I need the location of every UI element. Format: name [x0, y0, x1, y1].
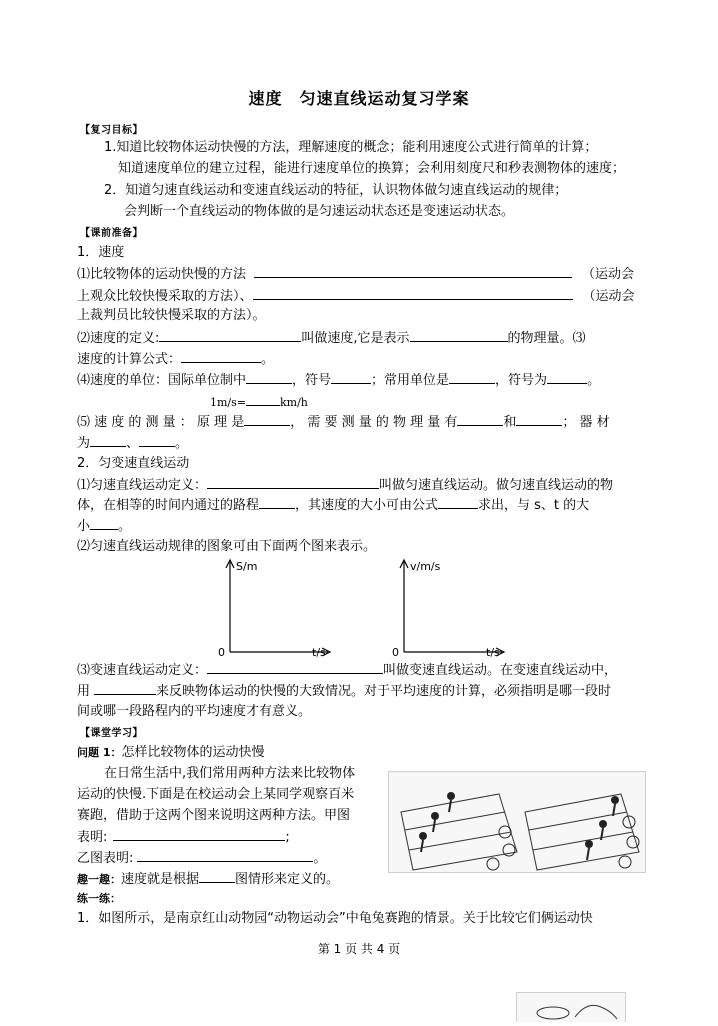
y-axis-label: v/m/s	[410, 560, 441, 573]
blank[interactable]	[94, 682, 156, 695]
heading-speed: 1．速度	[77, 245, 125, 260]
blank[interactable]	[457, 413, 503, 426]
section-label-goals: 【复习目标】	[80, 125, 143, 136]
tortoise-hare-illustration	[516, 992, 626, 1022]
track-right	[525, 794, 639, 870]
blank[interactable]	[159, 329, 301, 342]
runner	[431, 812, 439, 820]
runner	[419, 832, 427, 840]
page-title: 速度 匀速直线运动复习学案	[248, 89, 470, 108]
text-line: ⑵速度的定义: 叫做速度,它是表示 的物理量。⑶	[77, 331, 586, 346]
text-line: ⑴比较物体的运动快慢的方法 （运动会	[77, 267, 635, 282]
blank[interactable]	[516, 413, 562, 426]
blank[interactable]	[449, 371, 495, 384]
runner	[433, 820, 435, 832]
text-line: 趣一趣：速度就是根据 图情形来定义的。	[77, 872, 340, 887]
goal-line: 会判断一个直线运动的物体做的是匀速运动状态还是变速运动状态。	[124, 204, 515, 219]
race-illustration	[388, 771, 646, 873]
stopwatch-icon	[503, 844, 515, 856]
page-footer: 第 1 页 共 4 页	[317, 942, 401, 956]
blank[interactable]	[331, 371, 371, 384]
blank[interactable]	[438, 496, 478, 509]
graph-s-t	[200, 556, 340, 660]
blank[interactable]	[253, 287, 573, 300]
race-track-drawing	[389, 772, 645, 872]
text-line: 小 。	[77, 519, 132, 534]
y-axis-label: S/m	[236, 560, 258, 573]
runner	[611, 796, 619, 804]
tortoise-hare-drawing	[517, 993, 625, 1022]
origin-label: 0	[218, 646, 225, 659]
blank[interactable]	[259, 496, 295, 509]
blank[interactable]	[244, 413, 290, 426]
text-line: ⑵匀速直线运动规律的图象可由下面两个图来表示。	[77, 539, 377, 554]
blank[interactable]	[547, 371, 587, 384]
x-axis-label: t/s	[312, 646, 326, 659]
runner	[587, 848, 589, 860]
question-heading: 问题 1：怎样比较物体的运动快慢	[77, 745, 265, 760]
blank[interactable]	[254, 265, 572, 278]
goal-line: 2．知道匀速直线运动和变速直线运动的特征，认识物体做匀速直线运动的规律；	[104, 183, 568, 198]
text-line: ⑶变速直线运动定义： 叫做变速直线运动。在变速直线运动中，	[77, 663, 618, 678]
blank[interactable]	[207, 476, 379, 489]
blank[interactable]	[139, 434, 175, 447]
origin-label: 0	[392, 646, 399, 659]
x-axis-label: t/s	[486, 646, 500, 659]
text-line: 为 、 。	[77, 436, 189, 451]
text-line: 间或哪一段路程内的平均速度才有意义。	[77, 704, 312, 719]
text-line: 体，在相等的时间内通过的路程 ，其速度的大小可由公式 求出，与 s、t 的大	[77, 498, 590, 513]
stopwatch-icon	[487, 858, 499, 870]
goal-line: 1.知道比较物体运动快慢的方法，理解速度的概念；能利用速度公式进行简单的计算；	[104, 140, 598, 155]
section-label-prep: 【课前准备】	[80, 228, 143, 239]
stopwatch-icon	[623, 816, 635, 828]
stopwatch-icon	[619, 856, 631, 868]
graph-v-t	[378, 556, 518, 660]
practice-label: 练一练：	[77, 892, 121, 905]
hare-shape	[575, 1005, 617, 1019]
blank[interactable]	[90, 434, 126, 447]
blank[interactable]	[113, 828, 285, 841]
blank[interactable]	[90, 517, 118, 530]
text-line: 上裁判员比较快慢采取的方法）。	[77, 308, 266, 323]
text-line: ⑸ 速 度 的 测 量 ： 原 理 是 ， 需 要 测 量 的 物 理 量 有 和 ； 器 材	[77, 415, 610, 430]
section-label-study: 【课堂学习】	[80, 728, 143, 739]
text-line: 赛跑，借助于这两个图来说明这两种方法。甲图	[77, 808, 351, 823]
lane-line	[533, 832, 633, 850]
tortoise-shape	[537, 1007, 569, 1019]
text-line: 在日常生活中,我们常用两种方法来比较物体	[104, 766, 356, 781]
blank[interactable]	[246, 371, 292, 384]
text-line: 表明: ;	[77, 830, 290, 845]
runner	[585, 840, 593, 848]
runner	[447, 792, 455, 800]
stopwatch-icon	[627, 836, 639, 848]
blank[interactable]	[181, 350, 261, 363]
runner	[601, 828, 603, 840]
text-line: 速度的计算公式： 。	[77, 352, 275, 367]
text-line: ⑷速度的单位：国际单位制中 ，符号 ；常用单位是 ，符号为 。	[77, 373, 601, 388]
text-line: 1m/s= km/h	[210, 393, 308, 412]
blank[interactable]	[199, 870, 235, 883]
goal-line: 知道速度单位的建立过程，能进行速度单位的换算；会利用刻度尺和秒表测物体的速度；	[118, 161, 626, 176]
runner	[599, 820, 607, 828]
blank[interactable]	[137, 849, 313, 862]
text-line: ⑴匀速直线运动定义： 叫做匀速直线运动。做匀速直线运动的物	[77, 478, 614, 493]
text-line: 乙图表明: 。	[77, 851, 327, 866]
heading-uniform-motion: 2．匀变速直线运动	[77, 456, 190, 471]
text-line: 上观众比较快慢采取的方法）、 （运动会	[77, 289, 635, 304]
lane-line	[405, 812, 505, 830]
blank[interactable]	[246, 393, 280, 406]
text-line: 用 来反映物体运动的快慢的大致情况。对于平均速度的计算，必须指明是哪一段时	[77, 684, 612, 699]
exercise-line: 1．如图所示，是南京红山动物园“动物运动会”中龟兔赛跑的情景。关于比较它们俩运动快	[77, 911, 593, 926]
runner	[449, 800, 451, 812]
track-left	[401, 794, 517, 870]
runner	[421, 840, 423, 852]
blank[interactable]	[207, 661, 383, 674]
blank[interactable]	[410, 329, 508, 342]
text-line: 运动的快慢.下面是在校运动会上某同学观察百米	[77, 787, 355, 802]
